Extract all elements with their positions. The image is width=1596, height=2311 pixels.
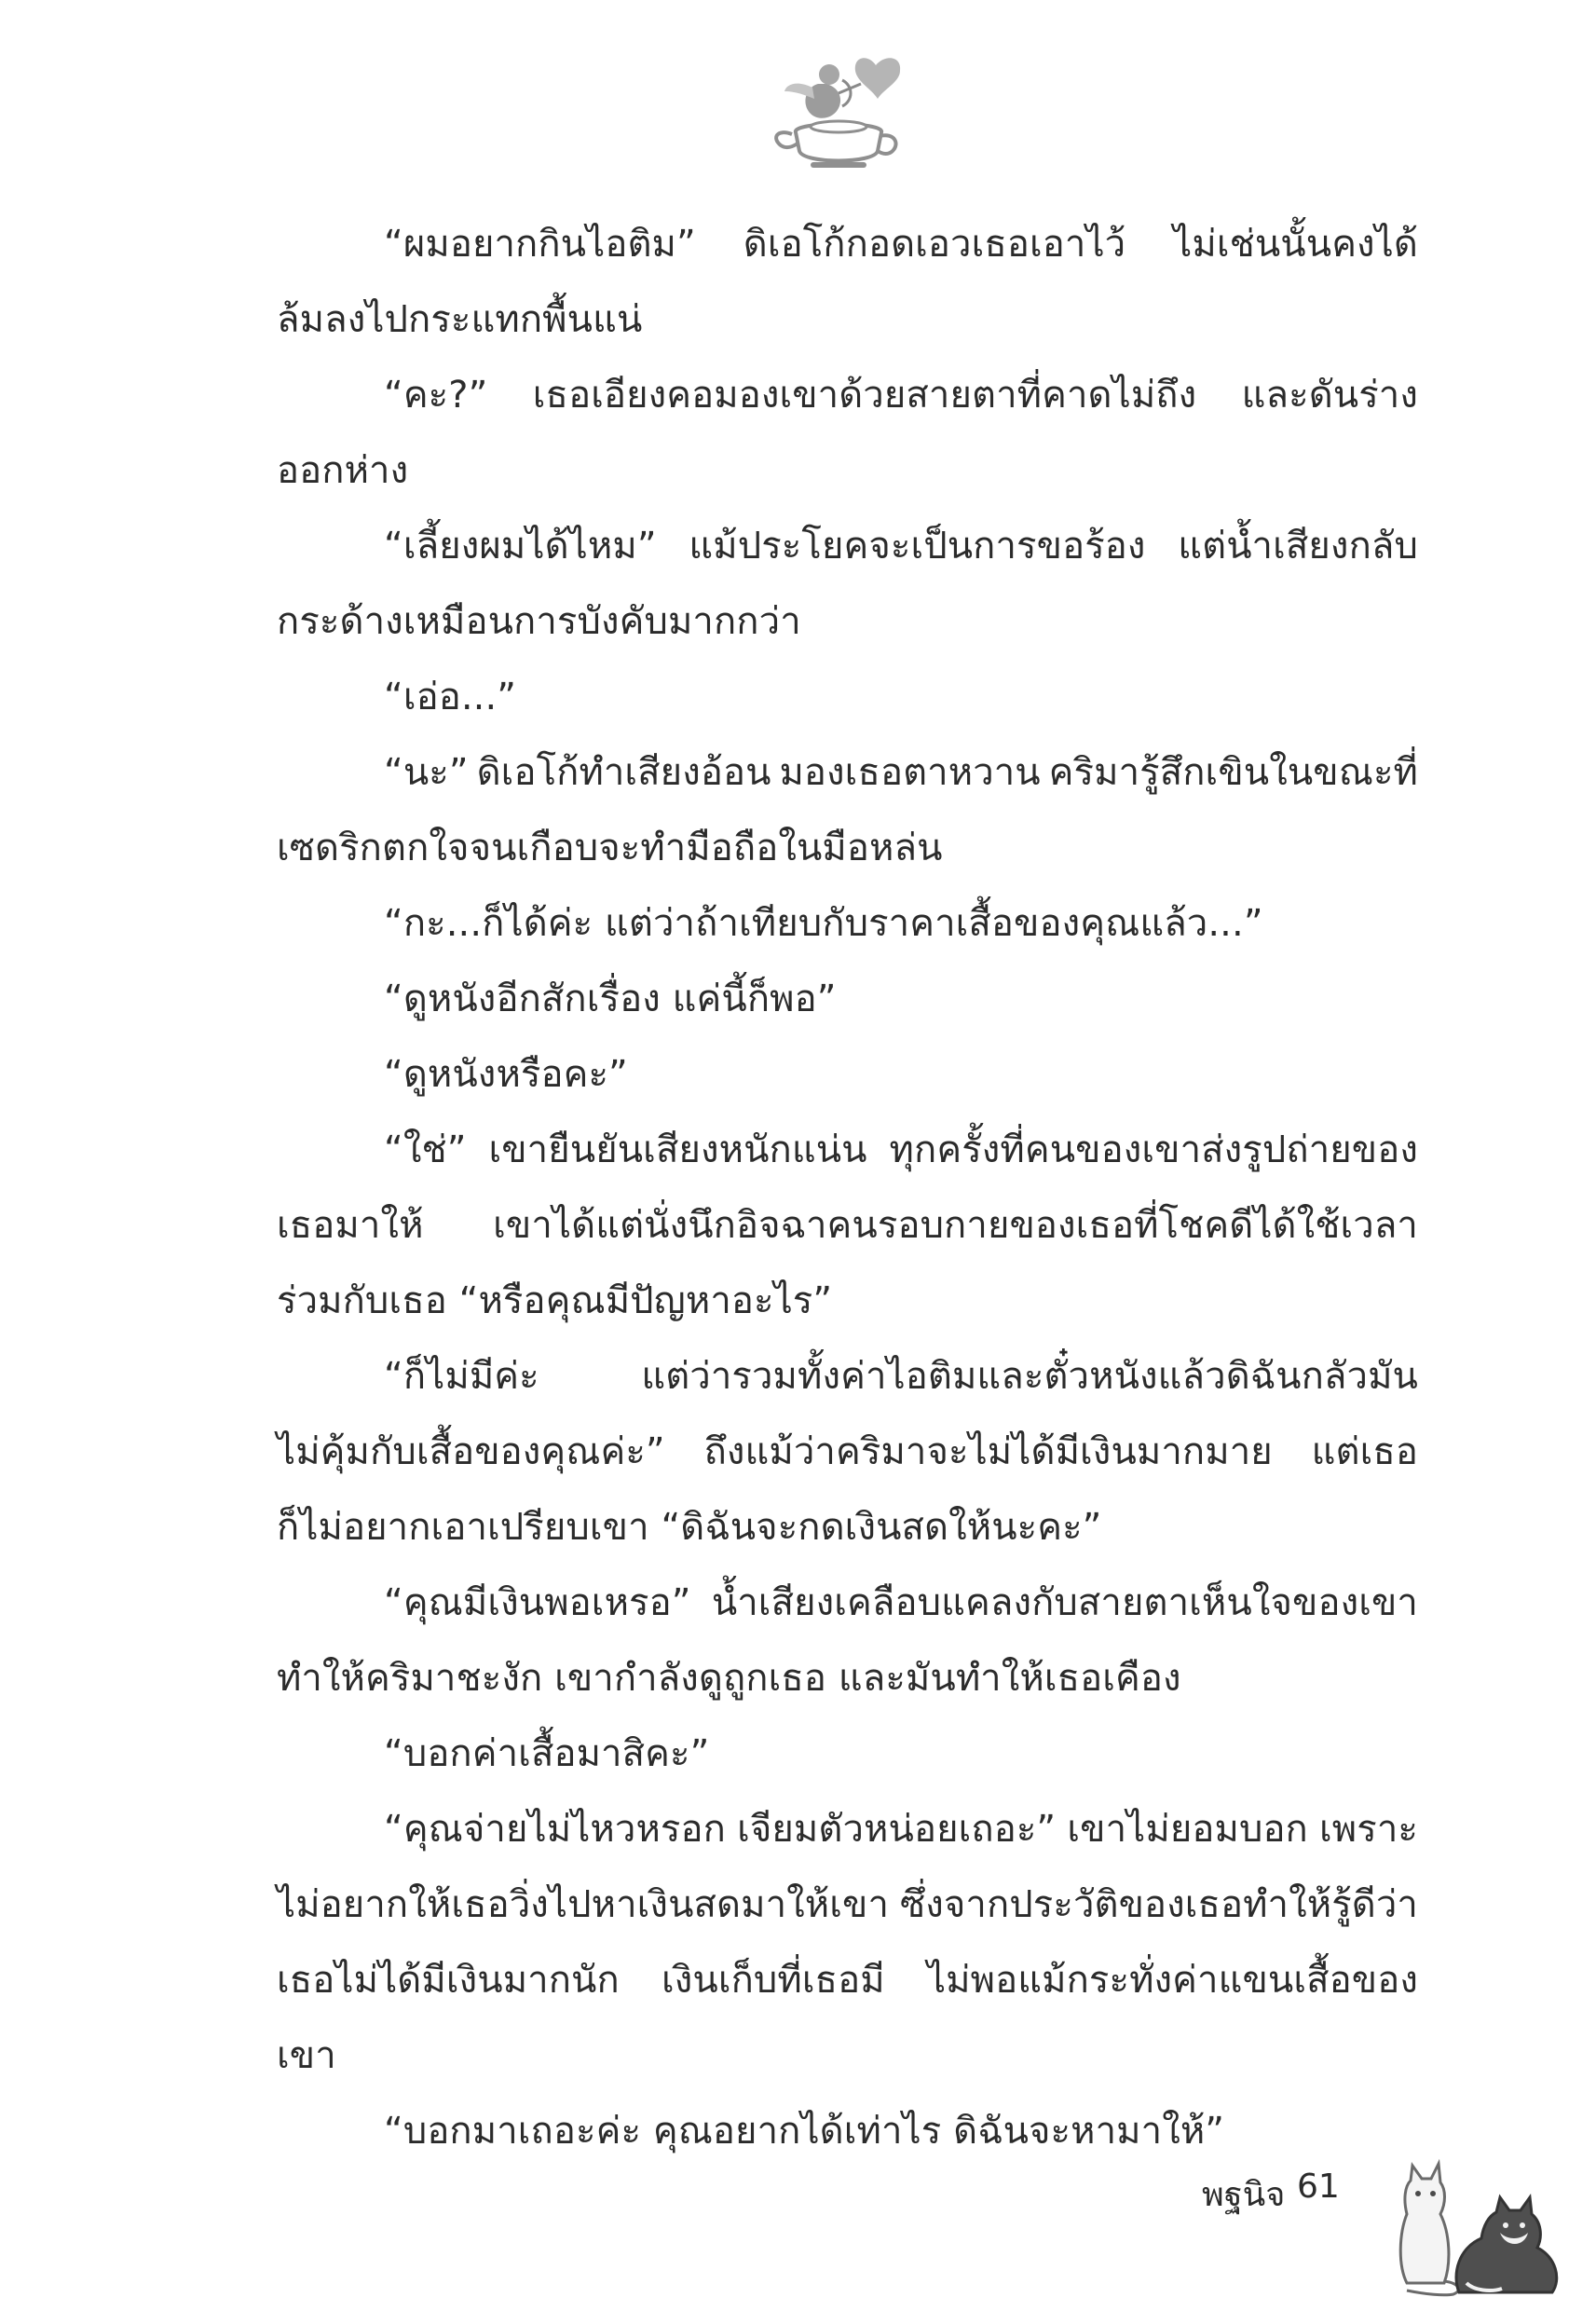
text-content: “ดูหนังอีกสักเรื่อง แค่นี้ก็พอ” [384,978,837,1020]
footer-author: พฐนิจ [1202,2176,1286,2214]
text-phrase: เธอไม่ได้มีเงินมากนัก [277,1959,620,2002]
two-cats-icon [1370,2143,1565,2302]
text-line [277,1641,1418,1716]
text-phrase: เจียมตัวหน่อยเถอะ” [737,1808,1057,1851]
text-phrase: มองเธอตาหวาน [779,751,1041,794]
text-line [277,584,1418,660]
text-phrase: ไม่อยากให้เธอวิ่งไปหาเงินสดมาให้เขา [277,1883,890,1926]
text-phrase: ดิเอโก้กอดเอวเธอเอาไว้ [743,223,1126,266]
text-line [277,1113,1418,1188]
text-content: ล้มลงไปกระแทกพื้นแน่ [277,298,643,341]
text-phrase: “ผมอยากกินไอติม” [384,223,696,266]
text-line [277,2018,1418,2094]
text-content: ทำให้คริมาชะงัก เขากำลังดูถูกเธอ และมันทำให้เธอเคือง [277,1657,1181,1700]
text-phrase: ไม่พอแม้กระทั่งค่าแขนเสื้อของ [926,1959,1418,2002]
text-content: “เอ่อ...” [384,676,517,718]
text-line [277,1264,1418,1339]
text-line [277,358,1418,433]
text-line [277,962,1418,1037]
text-phrase: แต่น้ำเสียงกลับ [1178,525,1418,567]
text-content: “บอกค่าเสื้อมาสิคะ” [384,1732,710,1775]
text-phrase: แต่ว่ารวมทั้งค่าไอติมและตั๋วหนังแล้วดิฉันกลัวมัน [641,1355,1418,1398]
text-phrase: “ก็ไม่มีค่ะ [384,1355,539,1398]
text-phrase: ไม่คุ้มกับเสื้อของคุณค่ะ” [277,1430,665,1473]
text-line [277,1490,1418,1566]
text-phrase: ไม่เช่นนั้นคงได้ [1173,223,1418,266]
text-phrase: เธอเอียงคอมองเขาด้วยสายตาที่คาดไม่ถึง [532,374,1197,417]
body-text [277,207,1418,2169]
text-line [277,1037,1418,1113]
text-content: เซดริกตกใจจนเกือบจะทำมือถือในมือหล่น [277,827,943,869]
text-content: “กะ...ก็ได้ค่ะ แต่ว่าถ้าเทียบกับราคาเสื้อของคุณแล้ว...” [384,902,1263,945]
text-line [277,282,1418,358]
text-content: ร่วมกับเธอ “หรือคุณมีปัญหาอะไร” [277,1279,833,1322]
text-line [277,1943,1418,2018]
text-phrase: เพราะ [1319,1808,1418,1851]
text-phrase: และดันร่าง [1241,374,1418,417]
text-phrase: แต่เธอ [1311,1430,1418,1473]
text-phrase: ทุกครั้งที่คนของเขาส่งรูปถ่ายของ [889,1128,1418,1171]
text-line [277,1792,1418,1867]
text-line [277,660,1418,735]
text-phrase: “คุณมีเงินพอเหรอ” [384,1581,691,1624]
text-content: กระด้างเหมือนการบังคับมากกว่า [277,600,801,643]
text-line [277,1339,1418,1415]
text-line [277,433,1418,509]
text-phrase: เงินเก็บที่เธอมี [662,1959,885,2002]
text-phrase: ถึงแม้ว่าคริมาจะไม่ได้มีเงินมากมาย [703,1430,1273,1473]
text-phrase: เขาไม่ยอมบอก [1067,1808,1308,1851]
text-line [277,509,1418,584]
cupid-teapot-ornament-icon [764,47,913,177]
text-phrase: “ใช่” [384,1128,467,1171]
text-phrase: ซึ่งจากประวัติของเธอทำให้รู้ดีว่า [899,1883,1418,1926]
text-phrase: ดิเอโก้ทำเสียงอ้อน [476,751,771,794]
text-content: ออกห่าง [277,449,409,492]
text-phrase: คริมารู้สึกเขินในขณะที่ [1048,751,1418,794]
text-phrase: เขาได้แต่นั่งนึกอิจฉาคนรอบกายของเธอที่โชคดีได้ใช้เวลา [493,1204,1418,1247]
text-content: เขา [277,2034,336,2077]
text-line [277,1188,1418,1264]
text-content: “ดูหนังหรือคะ” [384,1053,628,1096]
text-content: ก็ไม่อยากเอาเปรียบเขา “ดิฉันจะกดเงินสดให้นะคะ” [277,1506,1102,1549]
text-phrase: แม้ประโยคจะเป็นการขอร้อง [689,525,1146,567]
page-number: 61 [1297,2167,1340,2206]
text-phrase: “เลี้ยงผมได้ไหม” [384,525,657,567]
text-phrase: เธอมาให้ [277,1204,424,1247]
text-content: “บอกมาเถอะค่ะ คุณอยากได้เท่าไร ดิฉันจะหามาให้” [384,2110,1225,2153]
text-phrase: เขายืนยันเสียงหนักแน่น [488,1128,867,1171]
text-phrase: “คะ?” [384,374,488,417]
text-line [277,1867,1418,1943]
text-line [277,886,1418,962]
text-line [277,207,1418,282]
text-phrase: “นะ” [384,751,469,794]
page-footer [0,2143,1596,2311]
text-phrase: น้ำเสียงเคลือบแคลงกับสายตาเห็นใจของเขา [711,1581,1418,1624]
text-line [277,811,1418,886]
text-line [277,735,1418,811]
text-line [277,1415,1418,1490]
text-phrase: “คุณจ่ายไม่ไหวหรอก [384,1808,726,1851]
text-line [277,1566,1418,1641]
text-line [277,1716,1418,1792]
